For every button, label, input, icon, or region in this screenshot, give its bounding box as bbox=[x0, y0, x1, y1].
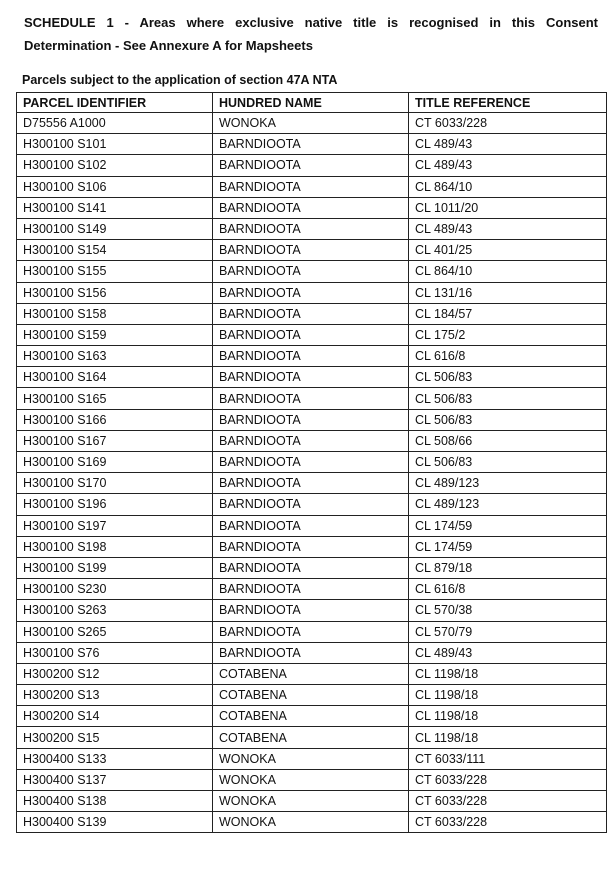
table-row bbox=[17, 515, 607, 536]
parcel-identifier-cell: H300100 S167 bbox=[17, 430, 213, 451]
parcel-identifier-cell: H300100 S106 bbox=[17, 176, 213, 197]
title-reference-cell: CL 184/57 bbox=[409, 303, 607, 324]
title-reference-cell: CL 570/79 bbox=[409, 621, 607, 642]
parcel-identifier-cell: H300100 S76 bbox=[17, 642, 213, 663]
parcel-identifier-cell: H300100 S159 bbox=[17, 324, 213, 345]
table-row bbox=[17, 303, 607, 324]
table-caption: Parcels subject to the application of section 47A NTA bbox=[22, 73, 338, 87]
parcel-identifier-cell: H300100 S196 bbox=[17, 494, 213, 515]
parcel-identifier-cell: H300100 S163 bbox=[17, 346, 213, 367]
parcel-identifier-cell: H300200 S13 bbox=[17, 685, 213, 706]
column-header-title-reference: TITLE REFERENCE bbox=[409, 93, 607, 113]
title-reference-cell: CT 6033/228 bbox=[409, 791, 607, 812]
title-reference-cell: CL 506/83 bbox=[409, 388, 607, 409]
hundred-name-cell: BARNDIOOTA bbox=[213, 155, 409, 176]
table-row bbox=[17, 812, 607, 833]
hundred-name-cell: BARNDIOOTA bbox=[213, 197, 409, 218]
hundred-name-cell: BARNDIOOTA bbox=[213, 600, 409, 621]
parcel-identifier-cell: D75556 A1000 bbox=[17, 113, 213, 134]
title-reference-cell: CL 508/66 bbox=[409, 430, 607, 451]
title-reference-cell: CT 6033/228 bbox=[409, 812, 607, 833]
title-reference-cell: CL 616/8 bbox=[409, 346, 607, 367]
hundred-name-cell: BARNDIOOTA bbox=[213, 409, 409, 430]
title-reference-cell: CL 1011/20 bbox=[409, 197, 607, 218]
parcel-identifier-cell: H300200 S15 bbox=[17, 727, 213, 748]
table-row bbox=[17, 748, 607, 769]
title-reference-cell: CL 489/43 bbox=[409, 134, 607, 155]
title-reference-cell: CL 1198/18 bbox=[409, 663, 607, 684]
parcel-identifier-cell: H300100 S158 bbox=[17, 303, 213, 324]
parcel-identifier-cell: H300100 S155 bbox=[17, 261, 213, 282]
title-reference-cell: CL 506/83 bbox=[409, 452, 607, 473]
parcel-identifier-cell: H300100 S169 bbox=[17, 452, 213, 473]
parcel-identifier-cell: H300400 S139 bbox=[17, 812, 213, 833]
title-reference-cell: CL 570/38 bbox=[409, 600, 607, 621]
title-reference-cell: CL 174/59 bbox=[409, 515, 607, 536]
parcel-identifier-cell: H300100 S154 bbox=[17, 240, 213, 261]
title-reference-cell: CL 489/43 bbox=[409, 642, 607, 663]
table-row bbox=[17, 113, 607, 134]
parcel-identifier-cell: H300100 S230 bbox=[17, 579, 213, 600]
hundred-name-cell: BARNDIOOTA bbox=[213, 176, 409, 197]
hundred-name-cell: BARNDIOOTA bbox=[213, 579, 409, 600]
title-reference-cell: CL 616/8 bbox=[409, 579, 607, 600]
hundred-name-cell: BARNDIOOTA bbox=[213, 367, 409, 388]
table-header-row bbox=[17, 93, 607, 113]
table-row bbox=[17, 621, 607, 642]
table-row bbox=[17, 197, 607, 218]
table-row bbox=[17, 240, 607, 261]
parcel-identifier-cell: H300100 S164 bbox=[17, 367, 213, 388]
hundred-name-cell: BARNDIOOTA bbox=[213, 134, 409, 155]
table-row bbox=[17, 642, 607, 663]
title-reference-cell: CT 6033/228 bbox=[409, 769, 607, 790]
hundred-name-cell: BARNDIOOTA bbox=[213, 240, 409, 261]
parcel-identifier-cell: H300100 S170 bbox=[17, 473, 213, 494]
parcel-identifier-cell: H300100 S198 bbox=[17, 536, 213, 557]
hundred-name-cell: BARNDIOOTA bbox=[213, 324, 409, 345]
table-row bbox=[17, 706, 607, 727]
table-row bbox=[17, 600, 607, 621]
parcel-identifier-cell: H300100 S141 bbox=[17, 197, 213, 218]
table-row bbox=[17, 367, 607, 388]
table-body bbox=[17, 113, 607, 833]
title-reference-cell: CL 401/25 bbox=[409, 240, 607, 261]
hundred-name-cell: BARNDIOOTA bbox=[213, 346, 409, 367]
parcel-identifier-cell: H300100 S263 bbox=[17, 600, 213, 621]
title-reference-cell: CL 489/43 bbox=[409, 155, 607, 176]
parcel-identifier-cell: H300100 S197 bbox=[17, 515, 213, 536]
parcel-identifier-cell: H300400 S137 bbox=[17, 769, 213, 790]
title-reference-cell: CL 864/10 bbox=[409, 261, 607, 282]
title-reference-cell: CL 506/83 bbox=[409, 409, 607, 430]
table-row bbox=[17, 791, 607, 812]
hundred-name-cell: WONOKA bbox=[213, 748, 409, 769]
title-reference-cell: CL 879/18 bbox=[409, 557, 607, 578]
table-row bbox=[17, 557, 607, 578]
hundred-name-cell: BARNDIOOTA bbox=[213, 642, 409, 663]
table-row bbox=[17, 685, 607, 706]
parcel-identifier-cell: H300100 S101 bbox=[17, 134, 213, 155]
parcel-identifier-cell: H300200 S12 bbox=[17, 663, 213, 684]
table-row bbox=[17, 536, 607, 557]
hundred-name-cell: BARNDIOOTA bbox=[213, 388, 409, 409]
title-reference-cell: CL 174/59 bbox=[409, 536, 607, 557]
hundred-name-cell: BARNDIOOTA bbox=[213, 282, 409, 303]
hundred-name-cell: BARNDIOOTA bbox=[213, 218, 409, 239]
parcel-identifier-cell: H300100 S199 bbox=[17, 557, 213, 578]
column-header-hundred-name: HUNDRED NAME bbox=[213, 93, 409, 113]
table-row bbox=[17, 473, 607, 494]
table-row bbox=[17, 218, 607, 239]
table-row bbox=[17, 409, 607, 430]
table-row bbox=[17, 494, 607, 515]
hundred-name-cell: COTABENA bbox=[213, 663, 409, 684]
table-row bbox=[17, 261, 607, 282]
title-reference-cell: CL 864/10 bbox=[409, 176, 607, 197]
column-header-parcel-identifier: PARCEL IDENTIFIER bbox=[17, 93, 213, 113]
parcel-identifier-cell: H300100 S149 bbox=[17, 218, 213, 239]
parcel-identifier-cell: H300100 S165 bbox=[17, 388, 213, 409]
table-row bbox=[17, 663, 607, 684]
hundred-name-cell: BARNDIOOTA bbox=[213, 557, 409, 578]
title-reference-cell: CT 6033/111 bbox=[409, 748, 607, 769]
table-row bbox=[17, 769, 607, 790]
table-row bbox=[17, 324, 607, 345]
hundred-name-cell: WONOKA bbox=[213, 769, 409, 790]
hundred-name-cell: WONOKA bbox=[213, 812, 409, 833]
hundred-name-cell: BARNDIOOTA bbox=[213, 303, 409, 324]
title-reference-cell: CL 1198/18 bbox=[409, 685, 607, 706]
table-row bbox=[17, 155, 607, 176]
title-reference-cell: CL 175/2 bbox=[409, 324, 607, 345]
hundred-name-cell: BARNDIOOTA bbox=[213, 494, 409, 515]
parcel-identifier-cell: H300400 S133 bbox=[17, 748, 213, 769]
table-row bbox=[17, 388, 607, 409]
title-reference-cell: CL 131/16 bbox=[409, 282, 607, 303]
hundred-name-cell: BARNDIOOTA bbox=[213, 536, 409, 557]
parcel-identifier-cell: H300200 S14 bbox=[17, 706, 213, 727]
parcel-identifier-cell: H300100 S265 bbox=[17, 621, 213, 642]
title-reference-cell: CT 6033/228 bbox=[409, 113, 607, 134]
hundred-name-cell: BARNDIOOTA bbox=[213, 621, 409, 642]
table-row bbox=[17, 176, 607, 197]
table-row bbox=[17, 727, 607, 748]
hundred-name-cell: COTABENA bbox=[213, 685, 409, 706]
parcel-identifier-cell: H300100 S166 bbox=[17, 409, 213, 430]
title-reference-cell: CL 1198/18 bbox=[409, 727, 607, 748]
hundred-name-cell: BARNDIOOTA bbox=[213, 430, 409, 451]
title-reference-cell: CL 489/123 bbox=[409, 473, 607, 494]
parcel-identifier-cell: H300400 S138 bbox=[17, 791, 213, 812]
parcel-identifier-cell: H300100 S102 bbox=[17, 155, 213, 176]
title-reference-cell: CL 506/83 bbox=[409, 367, 607, 388]
schedule-title: SCHEDULE 1 - Areas where exclusive native title is recognised in this Consent Determination - See Annexure A for Mapsheets bbox=[24, 15, 598, 53]
table-row bbox=[17, 452, 607, 473]
table-row bbox=[17, 346, 607, 367]
hundred-name-cell: BARNDIOOTA bbox=[213, 261, 409, 282]
table-row bbox=[17, 430, 607, 451]
table-row bbox=[17, 134, 607, 155]
parcel-identifier-cell: H300100 S156 bbox=[17, 282, 213, 303]
hundred-name-cell: BARNDIOOTA bbox=[213, 515, 409, 536]
hundred-name-cell: WONOKA bbox=[213, 113, 409, 134]
parcels-table bbox=[16, 92, 607, 833]
hundred-name-cell: BARNDIOOTA bbox=[213, 473, 409, 494]
title-reference-cell: CL 489/43 bbox=[409, 218, 607, 239]
table-row bbox=[17, 282, 607, 303]
hundred-name-cell: BARNDIOOTA bbox=[213, 452, 409, 473]
title-reference-cell: CL 489/123 bbox=[409, 494, 607, 515]
table-row bbox=[17, 579, 607, 600]
title-reference-cell: CL 1198/18 bbox=[409, 706, 607, 727]
hundred-name-cell: WONOKA bbox=[213, 791, 409, 812]
hundred-name-cell: COTABENA bbox=[213, 727, 409, 748]
hundred-name-cell: COTABENA bbox=[213, 706, 409, 727]
